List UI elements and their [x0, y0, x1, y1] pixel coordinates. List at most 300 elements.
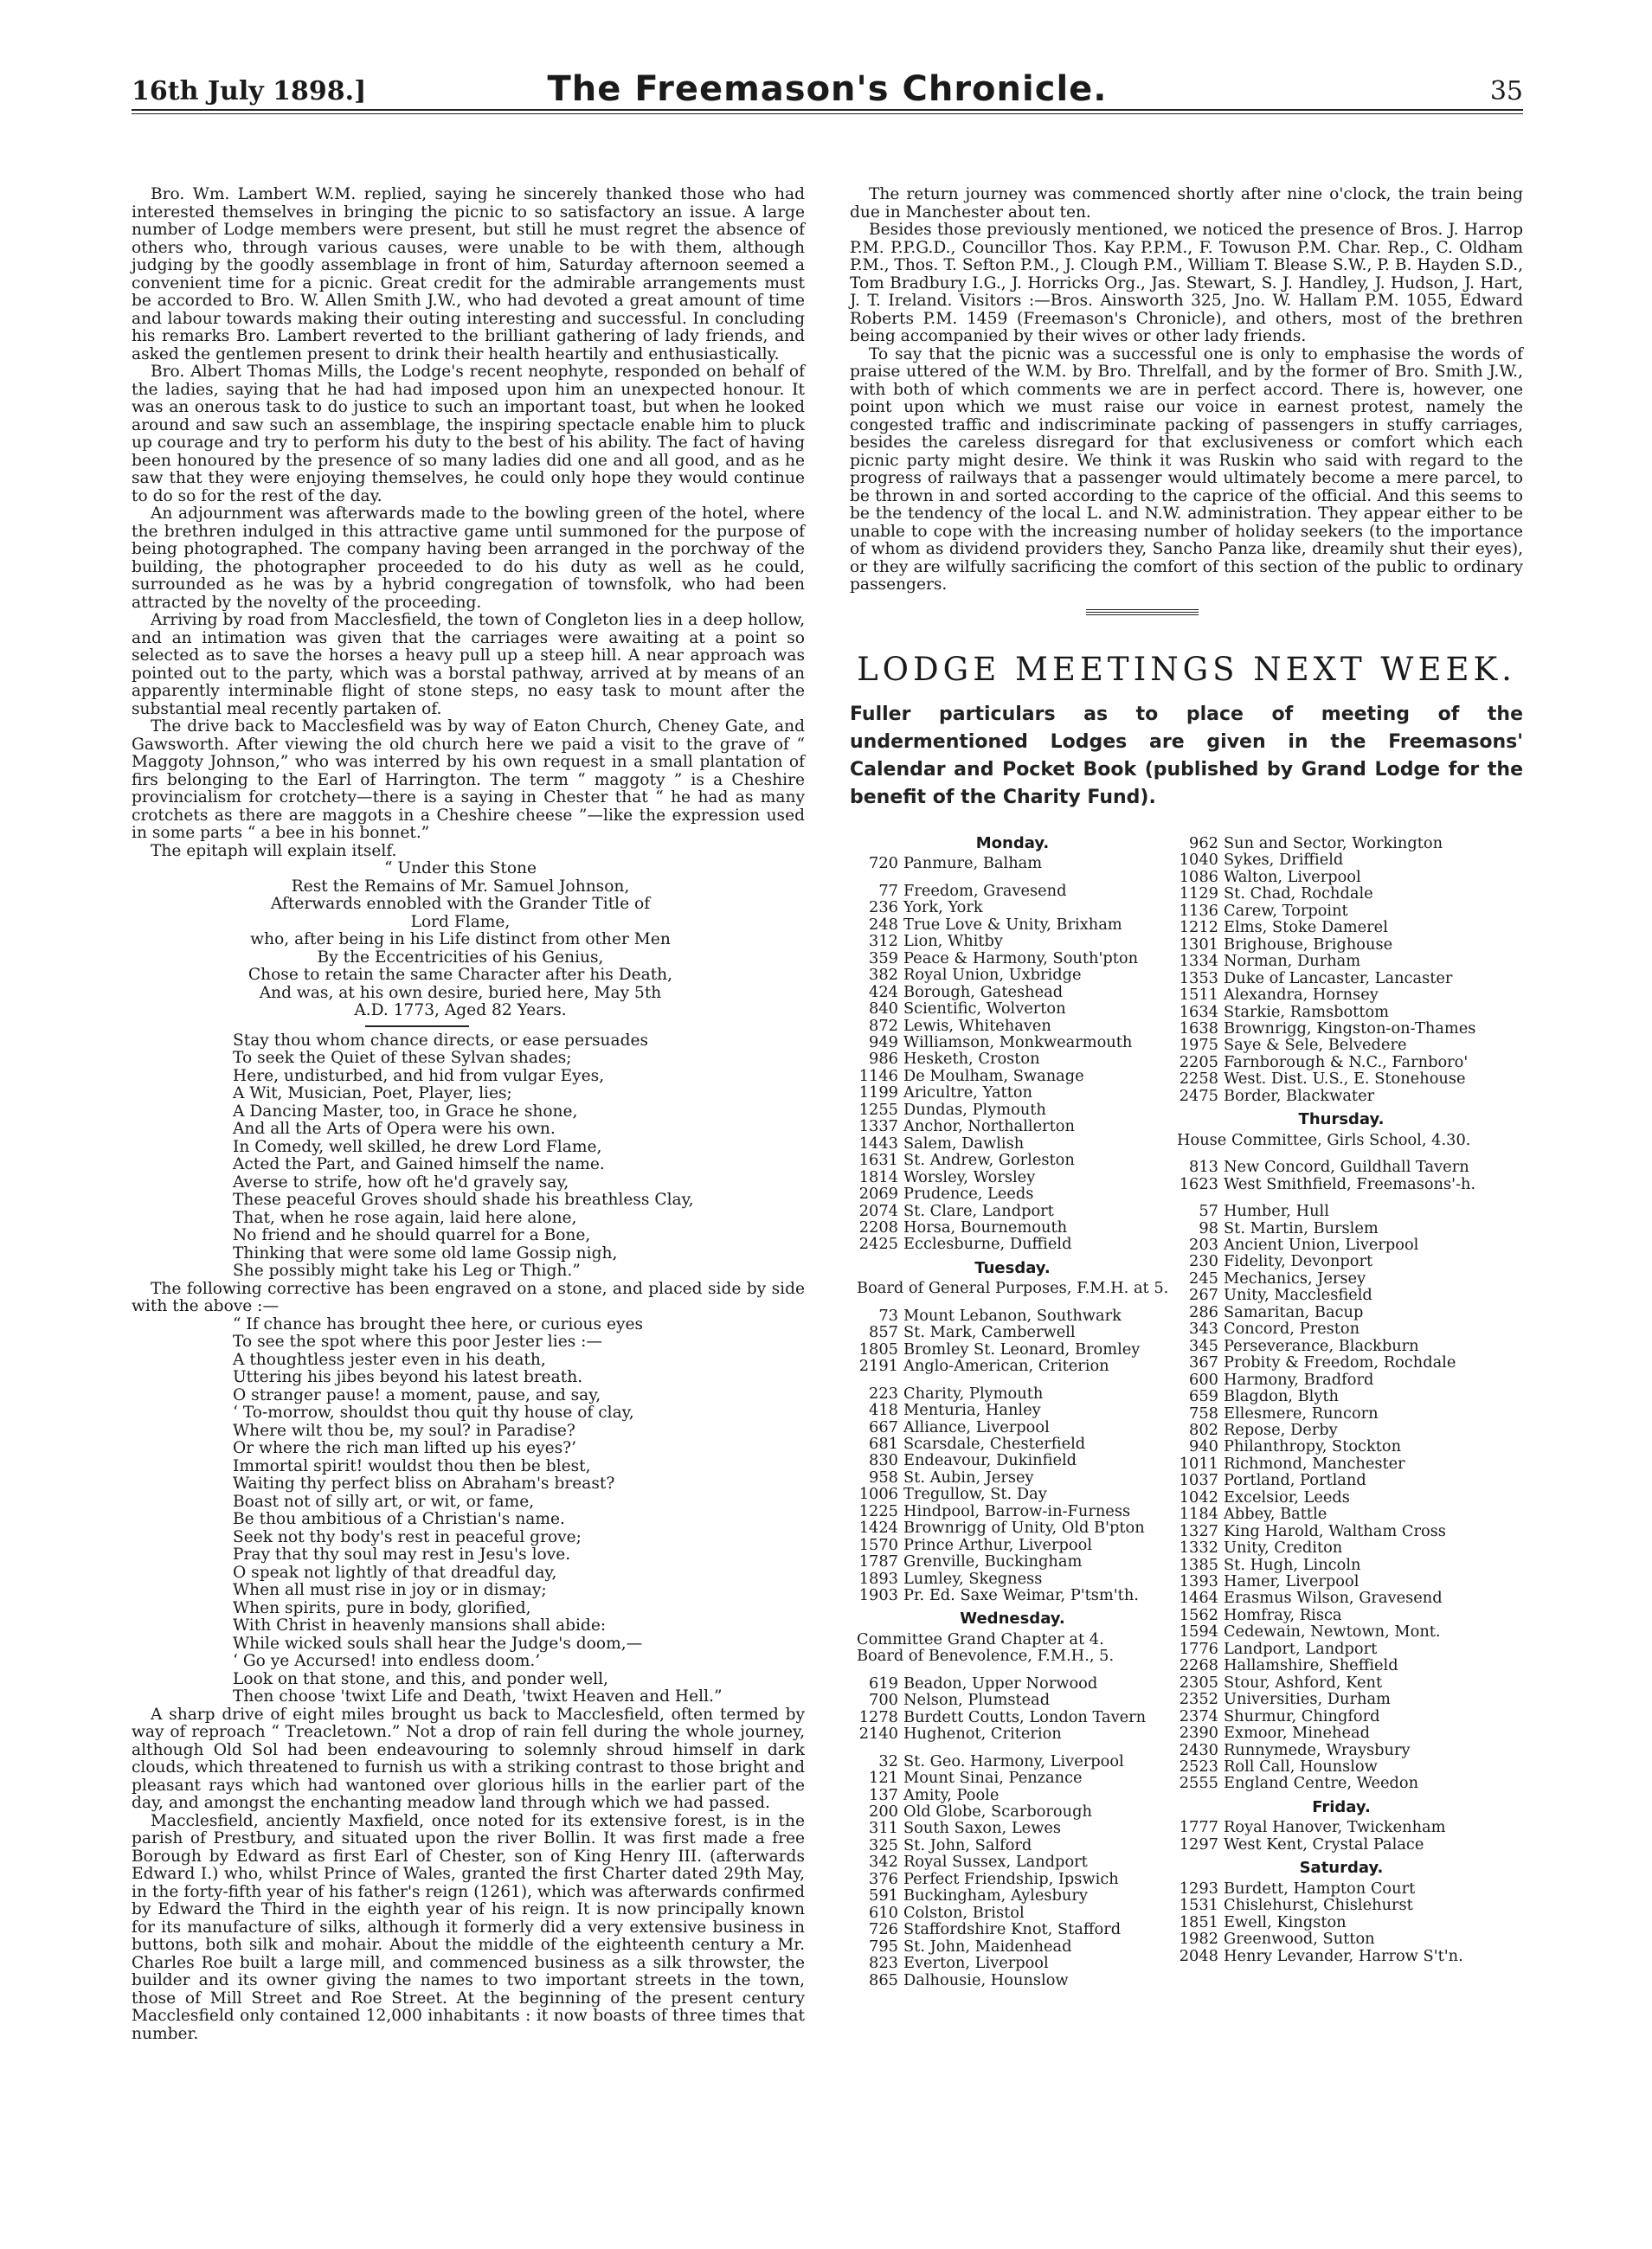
lodge-name: Scarsdale, Chesterfield — [903, 1434, 1086, 1453]
lodge-name: England Centre, Weedon — [1224, 1774, 1419, 1793]
verse-line: Boast not of silly art, or wit, or fame, — [233, 1492, 535, 1511]
lodge-name: Carew, Torpoint — [1224, 901, 1348, 920]
lodge-name: Saye & Sele, Belvedere — [1224, 1036, 1407, 1055]
lodge-entry — [1168, 1020, 1514, 1037]
lodge-number: 720 — [869, 854, 898, 873]
lodge-name: Borough, Gateshead — [903, 982, 1064, 1001]
lodge-number: 1212 — [1179, 918, 1218, 937]
verse-line: Look on that stone, and this, and ponder well, — [233, 1669, 608, 1688]
corrective-intro: The following corrective has been engraved on a stone, and placed side by side with the above :— — [132, 1279, 805, 1315]
lodge-number: 98 — [1199, 1218, 1218, 1237]
lodge-name: West Kent, Crystal Palace — [1224, 1835, 1424, 1854]
lodge-name: Excelsior, Leeds — [1224, 1488, 1350, 1507]
lodge-entry — [848, 1887, 1177, 1904]
verse-line: No friend and he should quarrel for a Bone, — [233, 1226, 591, 1244]
lodge-entry — [1168, 1320, 1514, 1337]
lodge-name: Ecclesburne, Duffield — [903, 1235, 1072, 1254]
lodge-number: 2258 — [1179, 1070, 1218, 1089]
lodge-name: Repose, Derby — [1224, 1420, 1338, 1439]
lodge-entry — [1168, 869, 1514, 885]
lodge-number: 1136 — [1179, 901, 1218, 920]
lodge-entry — [848, 1854, 1177, 1870]
list-gap — [1168, 1192, 1514, 1203]
lodge-entry — [1168, 1372, 1514, 1388]
lodge-entry — [848, 1571, 1177, 1587]
lodge-entry — [1168, 1220, 1514, 1237]
article-paragraph: Arriving by road from Macclesfield, the town of Congleton lies in a deep hollow, and an intimation was given that the carriages were awaiting at a point so selected as to save the horses a heavy pull up a steep hill. A near approach was pointed out to the party, which was a borstal pathway, arrived at by means of an apparently interminable flight of stone steps, no easy task to mount after the substantial meal recently partaken of. — [132, 611, 805, 718]
verse-line: Be thou ambitious of a Christian's name. — [233, 1510, 565, 1528]
lodge-name: Walton, Liverpool — [1224, 867, 1361, 886]
lodge-name: King Harold, Waltham Cross — [1224, 1521, 1446, 1540]
lodge-number: 813 — [1189, 1158, 1218, 1177]
lodge-number: 223 — [869, 1384, 898, 1403]
article-paragraph: The drive back to Macclesfield was by way of Eaton Church, Cheney Gate, and Gawsworth. After viewing the old church here we paid a visit to the grave of “ Maggoty Johnson,” who was interred by his own request in a small plantation of firs belonging to the Earl of Harrington. The term “ maggoty ” is a Cheshire provincialism for crotchety—there is a saying in Chester that “ he had as many crotchets as there are maggots in a Cheshire cheese ”—like the expression used in some parts “ a bee in his bonnet.” — [132, 717, 805, 842]
lodge-number: 610 — [869, 1903, 898, 1922]
lodge-name: Probity & Freedom, Rochdale — [1224, 1353, 1456, 1372]
verse-line: These peaceful Groves should shade his breathless Clay, — [233, 1191, 694, 1209]
lodge-number: 325 — [869, 1835, 898, 1854]
lodge-list-left — [848, 835, 1177, 1989]
lodge-name: Colston, Bristol — [903, 1903, 1025, 1922]
lodge-meetings-intro: Fuller particulars as to place of meeting of the undermentioned Lodges are given in the Freemasons' Calendar and Pocket Book (published by Grand Lodge for the benefit of the Charity Fund). — [850, 704, 1523, 808]
verse-line: A.D. 1773, Aged 82 Years. — [354, 1001, 567, 1019]
lodge-number: 962 — [1189, 834, 1218, 852]
lodge-number: 1634 — [1179, 1002, 1218, 1021]
lodge-entry — [1168, 1691, 1514, 1707]
day-heading: Friday. — [1312, 1797, 1371, 1816]
verse-line: With Christ in heavenly mansions shall abide: — [233, 1616, 607, 1635]
lodge-entry — [848, 1675, 1177, 1692]
lodge-name: Border, Blackwater — [1224, 1086, 1375, 1105]
lodge-name: Roll Call, Hounslow — [1224, 1757, 1378, 1777]
issue-date: 16th July 1898.] — [132, 76, 367, 106]
lodge-entry — [1168, 953, 1514, 969]
verse-line: Afterwards ennobled with the Grander Title of — [270, 895, 651, 913]
lodge-number: 1086 — [1179, 867, 1218, 886]
lodge-number: 424 — [869, 982, 898, 1001]
verse-line: And all the Arts of Opera were his own. — [233, 1120, 556, 1138]
article-paragraph: Bro. Albert Thomas Mills, the Lodge's recent neophyte, responded on behalf of the ladies, saying that he had had imposed upon him an unexpected honour. It was an onerous task to do justice to such an important toast, but when he looked around and saw such an assemblage, the inspiring spectacle enable him to pluck up courage and try to perform his duty to the best of his ability. The fact of having been honoured by the presence of so many ladies did one and all good, and as he saw that they were enjoying themselves, he could only hope they would continue to do so for the rest of the day. — [132, 363, 805, 505]
lodge-name: Henry Levander, Harrow S't'n. — [1224, 1946, 1463, 1965]
lodge-name: Hallamshire, Sheffield — [1224, 1656, 1398, 1675]
lodge-entry — [848, 1692, 1177, 1708]
lodge-name: Philanthropy, Stockton — [1224, 1437, 1402, 1456]
meeting-note: House Committee, Girls School, 4.30. — [1177, 1130, 1471, 1149]
lodge-name: Universities, Durham — [1224, 1690, 1391, 1709]
lodge-name: Worsley, Worsley — [903, 1167, 1036, 1186]
verse-line: A Dancing Master, too, in Grace he shone, — [233, 1102, 578, 1121]
lodge-name: True Love & Unity, Brixham — [903, 915, 1122, 934]
lodge-number: 1301 — [1179, 935, 1218, 954]
verse-line: By the Eccentricities of his Genius, — [317, 948, 604, 967]
lodge-name: Stour, Ashford, Kent — [1224, 1673, 1383, 1692]
page-number: 35 — [1489, 76, 1523, 106]
lodge-name: South Saxon, Lewes — [903, 1819, 1062, 1838]
lodge-number: 1297 — [1179, 1835, 1218, 1854]
lodge-entry — [1168, 1270, 1514, 1287]
lodge-entry — [1168, 1422, 1514, 1438]
lodge-number: 681 — [869, 1434, 898, 1453]
lodge-name: Hughenot, Criterion — [903, 1725, 1062, 1744]
lodge-number: 1146 — [858, 1066, 898, 1085]
verse-line: Uttering his jibes beyond his latest breath. — [233, 1368, 583, 1386]
verse-line: “ If chance has brought thee here, or curious eyes — [233, 1314, 644, 1333]
lodge-entry — [1168, 970, 1514, 986]
lodge-name: Abbey, Battle — [1224, 1505, 1327, 1524]
lodge-entry — [1168, 1836, 1514, 1853]
lodge-entry — [848, 1921, 1177, 1937]
lodge-entry — [848, 855, 1177, 871]
lodge-number: 32 — [878, 1751, 898, 1770]
lodge-entry — [1168, 1914, 1514, 1931]
lodge-entry — [848, 1084, 1177, 1101]
lodge-name: Humber, Hull — [1224, 1202, 1329, 1221]
lodge-number: 1443 — [858, 1134, 898, 1153]
verse-line: Lord Flame, — [410, 912, 511, 931]
masthead-title: The Freemason's Chronicle. — [547, 69, 1108, 109]
lodge-entry — [848, 1709, 1177, 1725]
lodge-number: 2048 — [1179, 1946, 1218, 1965]
lodge-name: St. Martin, Burslem — [1224, 1218, 1379, 1237]
lodge-name: Sun and Sector, Workington — [1224, 834, 1443, 852]
lodge-number: 1129 — [1179, 884, 1218, 903]
verse-line: Pray that thy soul may rest in Jesu's love. — [233, 1545, 571, 1564]
lodge-name: Unity, Macclesfield — [1224, 1286, 1372, 1305]
lodge-entry — [848, 1871, 1177, 1887]
lodge-name: Brighouse, Brighouse — [1224, 935, 1393, 954]
lodge-entry — [1168, 851, 1514, 868]
verse-line: Acted the Part, and Gained himself the name. — [233, 1155, 605, 1173]
lodge-entry — [1168, 1176, 1514, 1192]
epitaph-rule — [365, 1025, 469, 1027]
lodge-number: 2208 — [858, 1218, 898, 1237]
lodge-entry — [1168, 1573, 1514, 1590]
lodge-number: 2069 — [858, 1185, 898, 1204]
verse-line: Averse to strife, how oft he'd gravely say, — [233, 1173, 569, 1192]
lodge-number: 2305 — [1179, 1673, 1218, 1692]
lodge-entry — [848, 1436, 1177, 1452]
verse-line: Here, undisturbed, and hid from vulgar Eyes, — [233, 1066, 605, 1085]
lodge-name: Ellesmere, Runcorn — [1224, 1404, 1379, 1423]
lodge-entry — [848, 1787, 1177, 1803]
lodge-number: 248 — [869, 915, 898, 934]
lodge-entry — [848, 950, 1177, 967]
verse-line: And was, at his own desire, buried here, May 5th — [259, 983, 662, 1002]
lodge-number: 667 — [869, 1417, 898, 1436]
lodge-entry — [1168, 835, 1514, 851]
lodge-entry — [1168, 1742, 1514, 1758]
meeting-note: Board of General Purposes, F.M.H. at 5. — [857, 1279, 1169, 1298]
lodge-number: 2475 — [1179, 1086, 1218, 1105]
lodge-name: Freedom, Gravesend — [903, 881, 1067, 900]
lodge-name: Salem, Dawlish — [903, 1134, 1025, 1153]
lodge-entry — [848, 899, 1177, 916]
lodge-name: Charity, Plymouth — [903, 1384, 1044, 1403]
lodge-number: 1903 — [858, 1586, 898, 1605]
verse-line: Seek not thy body's rest in peaceful grove; — [233, 1527, 582, 1546]
lodge-entry — [848, 1553, 1177, 1570]
lodge-number: 2268 — [1179, 1656, 1218, 1675]
lodge-name: Menturia, Hanley — [903, 1401, 1041, 1420]
lodge-entry — [848, 1469, 1177, 1486]
verse-line: Immortal spirit! wouldst thou then be blest, — [233, 1456, 591, 1475]
lodge-entry — [1168, 1438, 1514, 1455]
lodge-number: 1570 — [858, 1535, 898, 1554]
right-column-article — [850, 186, 1523, 594]
lodge-name: St. Clare, Landport — [903, 1201, 1054, 1220]
lodge-entry — [848, 1837, 1177, 1854]
lodge-entry — [848, 1803, 1177, 1820]
lodge-entry — [848, 984, 1177, 1000]
lodge-entry — [1168, 1590, 1514, 1606]
lodge-number: 2430 — [1179, 1740, 1218, 1759]
lodge-entry — [848, 1219, 1177, 1236]
lodge-number: 73 — [878, 1306, 898, 1325]
lodge-entry — [848, 1102, 1177, 1118]
lodge-name: St. Andrew, Gorleston — [903, 1151, 1075, 1170]
lodge-entry — [1168, 1523, 1514, 1539]
lodge-number: 236 — [869, 898, 898, 917]
lodge-entry — [1168, 1237, 1514, 1253]
lodge-name: Blagdon, Blyth — [1224, 1387, 1339, 1406]
article-paragraph: The epitaph will explain itself. — [151, 841, 397, 860]
verse-line: who, after being in his Life distinct from other Men — [250, 930, 671, 948]
lodge-name: Peace & Harmony, South'pton — [903, 948, 1139, 967]
lodge-entry — [1168, 1455, 1514, 1472]
lodge-name: St. John, Salford — [903, 1835, 1032, 1854]
lodge-number: 312 — [869, 932, 898, 951]
verse-line: A Wit, Musician, Poet, Player, lies; — [233, 1084, 512, 1102]
article-paragraph: An adjournment was afterwards made to the bowling green of the hotel, where the brethren indulged in this attractive game until summoned for the purpose of being photographed. The company having been arranged in the porchway of the building, the photographer proceeded to do his duty as well as he could, surrounded as he was by a hybrid congregation of townsfolk, who had been attracted by the novelty of the proceeding. — [132, 504, 805, 612]
lodge-number: 137 — [869, 1785, 898, 1804]
lodge-name: New Concord, Guildhall Tavern — [1224, 1158, 1469, 1177]
lodge-name: Hamer, Liverpool — [1224, 1572, 1360, 1591]
lodge-number: 958 — [869, 1468, 898, 1487]
epitaph-verse — [233, 1032, 805, 1281]
lodge-number: 872 — [869, 1016, 898, 1035]
lodge-number: 1184 — [1179, 1505, 1218, 1524]
lodge-number: 200 — [869, 1802, 898, 1822]
meeting-note: Board of Benevolence, F.M.H., 5. — [857, 1647, 1115, 1666]
lodge-number: 1334 — [1179, 952, 1218, 971]
lodge-number: 1011 — [1179, 1454, 1218, 1473]
lodge-number: 1040 — [1179, 851, 1218, 870]
lodge-number: 376 — [869, 1869, 898, 1888]
verse-line: While wicked souls shall hear the Judge's doom,— — [233, 1634, 643, 1653]
lodge-name: St. Mark, Camberwell — [903, 1323, 1076, 1342]
lodge-number: 1006 — [858, 1485, 898, 1504]
lodge-number: 1814 — [858, 1167, 898, 1186]
lodge-entry — [848, 1203, 1177, 1219]
lodge-number: 758 — [1189, 1404, 1218, 1423]
lodge-entry — [848, 1452, 1177, 1468]
list-gap — [848, 1297, 1177, 1308]
lodge-name: Dalhousie, Hounslow — [903, 1970, 1069, 1989]
verse-line: ‘ Go ye Accursed! into endless doom.’ — [233, 1652, 541, 1670]
lodge-name: Perseverance, Blackburn — [1224, 1336, 1419, 1355]
lodge-number: 1199 — [858, 1083, 898, 1102]
article-paragraph: The return journey was commenced shortly after nine o'clock, the train being due in Manchester about ten. — [850, 185, 1523, 222]
lodge-entry — [1168, 1931, 1514, 1947]
lodge-name: Royal Union, Uxbridge — [903, 966, 1082, 985]
verse-line: In Comedy, well skilled, he drew Lord Flame, — [233, 1137, 602, 1156]
lodge-number: 382 — [869, 966, 898, 985]
lodge-name: Tregullow, St. Day — [903, 1485, 1047, 1504]
lodge-entry — [1168, 1948, 1514, 1964]
lodge-entry — [1168, 1775, 1514, 1791]
article-paragraph: Besides those previously mentioned, we noticed the presence of Bros. J. Harrop P.M. P.P.G.D., Councillor Thos. Kay P.P.M., F. Towuson P.M. Char. Rep., C. Oldham P.M., Thos. T. Sefton P.M., J. Clough P.M., William T. Blease S.W., P. B. Hayden S.D., Tom Bradbury I.G., J. Horricks Org., Jas. Stewart, S. J. Handley, J. Hudson, J. Hart, J. T. Ireland. Visitors :—Bros. Ainsworth 325, Jno. W. Hallam P.M. 1055, Edward Roberts P.M. 1459 (Freemason's Chronicle), and others, most of the brethren being accompanied by their wives or other lady friends. — [850, 221, 1523, 345]
lodge-entry — [848, 1135, 1177, 1152]
lodge-number: 1353 — [1179, 968, 1218, 987]
lodge-number: 2425 — [858, 1235, 898, 1254]
lodge-name: St. Aubin, Jersey — [903, 1468, 1034, 1487]
lodge-entry — [1168, 1004, 1514, 1020]
lodge-number: 2523 — [1179, 1757, 1218, 1777]
lodge-number: 1982 — [1179, 1930, 1218, 1949]
lodge-name: St. John, Maidenhead — [903, 1937, 1072, 1956]
lodge-entry — [1168, 903, 1514, 919]
lodge-number: 700 — [869, 1691, 898, 1710]
lodge-number: 802 — [1189, 1420, 1218, 1439]
lodge-name: Grenville, Buckingham — [903, 1552, 1083, 1571]
lodge-name: Landport, Landport — [1224, 1639, 1378, 1658]
lodge-name: Anglo-American, Criterion — [903, 1357, 1109, 1376]
lodge-name: Chislehurst, Chislehurst — [1224, 1896, 1413, 1915]
lodge-entry — [1168, 1623, 1514, 1640]
verse-line: To seek the Quiet of these Sylvan shades; — [233, 1049, 572, 1067]
lodge-number: 726 — [869, 1920, 898, 1939]
article-paragraph: To say that the picnic was a successful one is only to emphasise the words of praise uttered of the W.M. by Bro. Threlfall, and by the former of Bro. Smith J.W., with both of which comments we are in perfect accord. There is, however, one point upon which we must raise our voice in earnest protest, namely the congested traffic and indiscriminate packing of passengers in stuffy carriages, besides the careless disregard for that exclusiveness or comfort which each picnic party might desire. We think it was Ruskin who said with regard to the progress of railways that a passenger would ultimately become a mere parcel, to be thrown in and sorted according to the caprice of the official. And this seems to be the tendency of the local L. and N.W. administration. They appear either to be unable to cope with the increasing number of holiday seekers (to the importance of whom as dividend providers they, Sancho Panza like, dreamily shut their eyes), or they are wilfully sacrificing the comfort of this section of the public to ordinary passengers. — [850, 344, 1523, 594]
lodge-entry — [848, 1402, 1177, 1418]
lodge-number: 2390 — [1179, 1724, 1218, 1743]
lodge-number: 949 — [869, 1032, 898, 1051]
verse-line: Waiting thy perfect bliss on Abraham's breast? — [233, 1475, 615, 1493]
lodge-entry — [848, 1938, 1177, 1955]
lodge-name: Ancient Union, Liverpool — [1224, 1235, 1419, 1254]
lodge-number: 1332 — [1179, 1539, 1218, 1558]
lodge-entry — [848, 1537, 1177, 1553]
section-divider — [1086, 609, 1199, 617]
verse-line: A thoughtless jester even in his death, — [233, 1350, 546, 1369]
lodge-number: 203 — [1189, 1235, 1218, 1254]
lodge-entry — [848, 1972, 1177, 1989]
lodge-number: 600 — [1189, 1370, 1218, 1389]
lodge-entry — [1168, 1539, 1514, 1556]
lodge-name: Mechanics, Jersey — [1224, 1269, 1366, 1288]
verse-line: Chose to retain the same Character after his Death, — [247, 966, 673, 984]
lodge-entry — [1168, 1472, 1514, 1488]
lodge-name: Dundas, Plymouth — [903, 1100, 1046, 1119]
lodge-entry — [848, 1068, 1177, 1084]
lodge-name: Starkie, Ramsbottom — [1224, 1002, 1390, 1021]
lodge-entry — [848, 1385, 1177, 1402]
header-rule-thick — [132, 109, 1523, 111]
lodge-name: St. Geo. Harmony, Liverpool — [903, 1751, 1124, 1770]
lodge-name: Hesketh, Croston — [903, 1050, 1040, 1069]
verse-line: She possibly might take his Leg or Thigh.” — [233, 1262, 581, 1280]
verse-line: Or where the rich man lifted up his eyes?’ — [233, 1439, 576, 1457]
lodge-entry — [1168, 1287, 1514, 1303]
lodge-name: Shurmur, Chingford — [1224, 1706, 1380, 1725]
lodge-name: Hindpool, Barrow-in-Furness — [903, 1501, 1131, 1520]
lodge-name: Staffordshire Knot, Stafford — [903, 1920, 1122, 1939]
lodge-entry — [848, 1236, 1177, 1252]
lodge-name: Lion, Whitby — [903, 932, 1003, 951]
lodge-number: 77 — [878, 881, 898, 900]
lodge-entry — [848, 1051, 1177, 1067]
verse-line: When all must rise in joy or in dismay; — [233, 1581, 547, 1599]
lodge-name: Royal Hanover, Twickenham — [1224, 1818, 1446, 1837]
lodge-number: 1255 — [858, 1100, 898, 1119]
lodge-name: York, York — [903, 898, 983, 917]
lodge-number: 311 — [869, 1819, 898, 1838]
verse-line: When spirits, pure in body, glorified, — [233, 1598, 531, 1617]
lodge-name: Beadon, Upper Norwood — [903, 1674, 1098, 1693]
lodge-name: St. Chad, Rochdale — [1224, 884, 1373, 903]
lodge-entry — [848, 1034, 1177, 1051]
verse-line: To see the spot where this poor Jester lies :— — [233, 1333, 603, 1351]
lodge-name: Mount Sinai, Penzance — [903, 1769, 1083, 1788]
lodge-number: 823 — [869, 1954, 898, 1973]
lodge-name: Brownrigg of Unity, Old B'pton — [903, 1519, 1145, 1538]
lodge-entry — [848, 1000, 1177, 1017]
lodge-number: 830 — [869, 1451, 898, 1470]
lodge-name: Perfect Friendship, Ipswich — [903, 1869, 1119, 1888]
lodge-name: Brownrigg, Kingston-on-Thames — [1224, 1018, 1476, 1038]
verse-line: “ Under this Stone — [384, 859, 537, 877]
lodge-name: St. Hugh, Lincoln — [1224, 1555, 1361, 1574]
lodge-entry — [1168, 1054, 1514, 1070]
lodge-entry — [848, 1770, 1177, 1786]
lodge-number: 2205 — [1179, 1052, 1218, 1071]
lodge-entry — [848, 967, 1177, 983]
lodge-number: 1631 — [858, 1151, 898, 1170]
lodge-name: Williamson, Monkwearmouth — [903, 1032, 1133, 1051]
verse-line: Where wilt thou be, my soul? in Paradise? — [233, 1421, 575, 1440]
lodge-number: 795 — [869, 1937, 898, 1956]
lodge-entry — [1168, 1388, 1514, 1404]
lodge-number: 1776 — [1179, 1639, 1218, 1658]
list-gap — [848, 1375, 1177, 1385]
lodge-number: 345 — [1189, 1336, 1218, 1355]
lodge-entry — [1168, 1641, 1514, 1657]
lodge-number: 1464 — [1179, 1589, 1218, 1608]
lodge-number: 1393 — [1179, 1572, 1218, 1591]
lodge-name: Nelson, Plumstead — [903, 1691, 1051, 1710]
lodge-number: 230 — [1189, 1252, 1218, 1271]
article-paragraph: A sharp drive of eight miles brought us back to Macclesfield, often termed by way of reproach “ Treacletown.” Not a drop of rain fell during the whole journey, although Old Sol had been endeavouring to solemnly shroud himself in dark clouds, which threatened to furnish us with a striking contrast to those bright and pleasant rays which had wantoned over glorious hills in the earlier part of the day, and amongst the enchanting meadow land through which we had passed. — [132, 1705, 805, 1812]
lodge-name: West Smithfield, Freemasons'-h. — [1224, 1174, 1476, 1193]
verse-line: Stay thou whom chance directs, or ease persuades — [233, 1031, 649, 1050]
lodge-name: Norman, Durham — [1224, 952, 1361, 971]
lodge-entry — [1168, 1897, 1514, 1913]
lodge-entry — [848, 1820, 1177, 1836]
epitaph — [218, 860, 805, 1020]
lodge-entry — [1168, 1725, 1514, 1741]
lodge-number: 1293 — [1179, 1879, 1218, 1898]
lodge-entry — [848, 1341, 1177, 1358]
lodge-number: 619 — [869, 1674, 898, 1693]
lodge-name: Prudence, Leeds — [903, 1185, 1034, 1204]
lodge-number: 857 — [869, 1323, 898, 1342]
lodge-number: 940 — [1189, 1437, 1218, 1456]
lodge-number: 1787 — [858, 1552, 898, 1571]
lodge-number: 659 — [1189, 1387, 1218, 1406]
lodge-number: 2352 — [1179, 1690, 1218, 1709]
lodge-entry — [848, 1169, 1177, 1186]
lodge-name: Lumley, Skegness — [903, 1569, 1043, 1588]
lodge-number: 1037 — [1179, 1471, 1218, 1490]
